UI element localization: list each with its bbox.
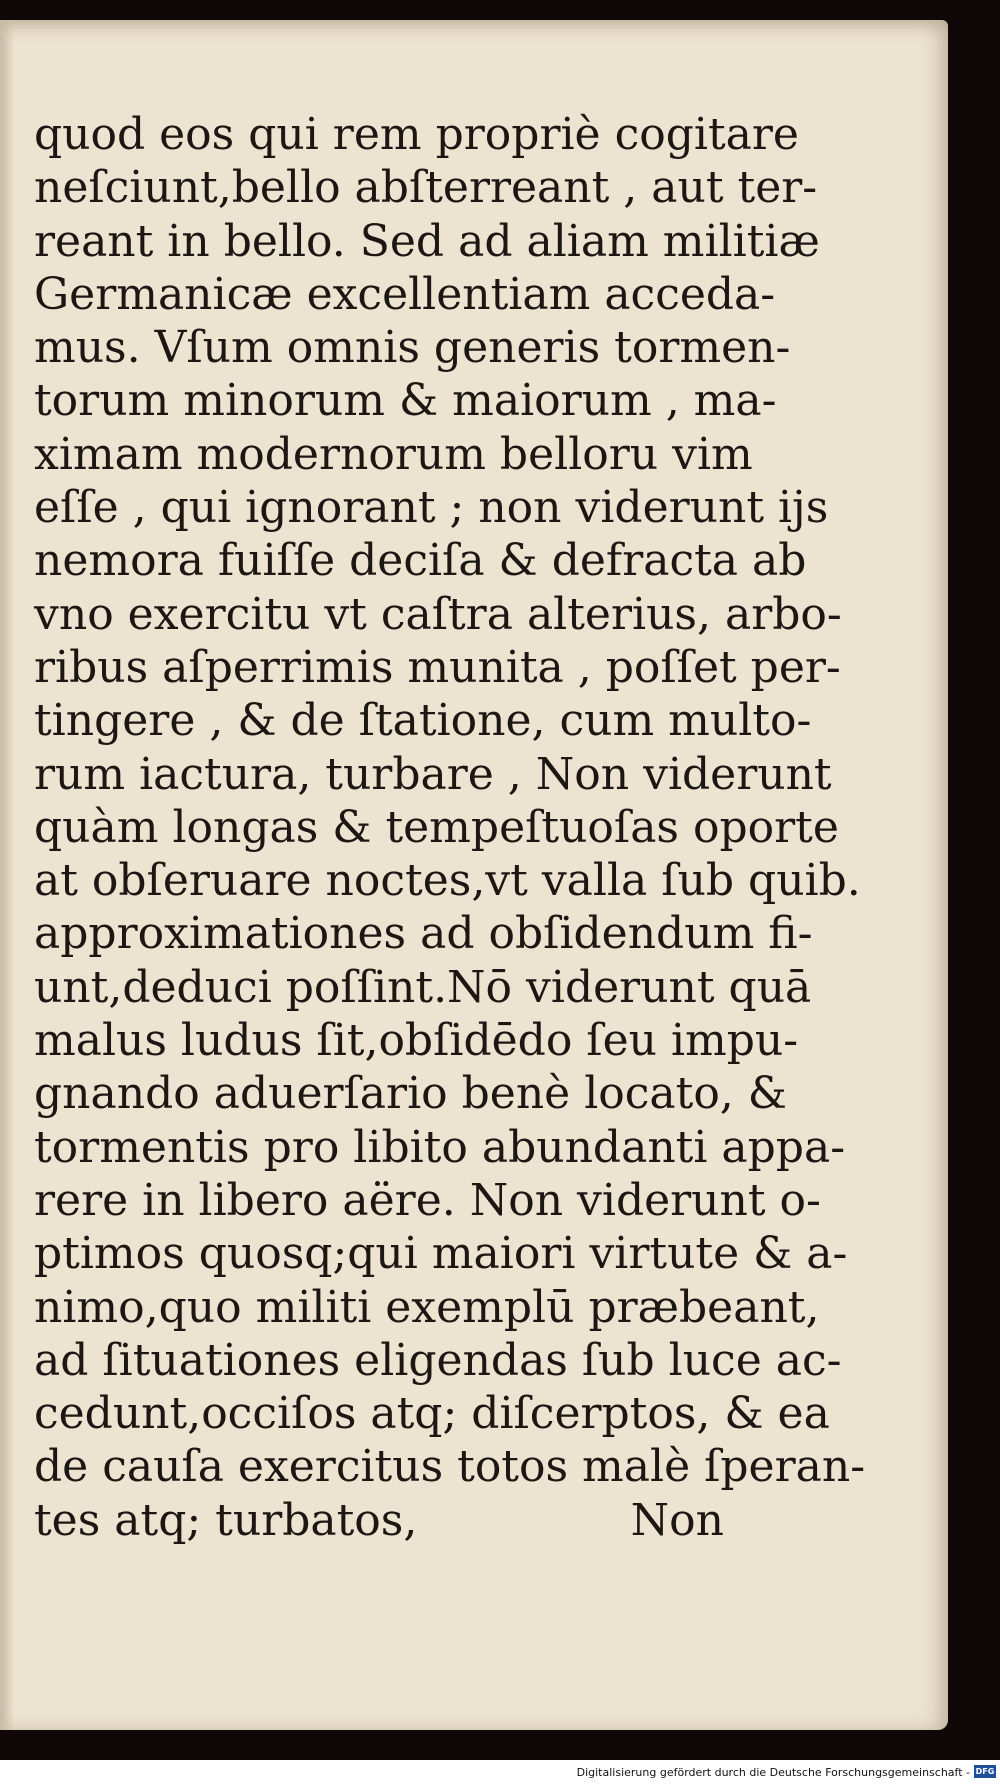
catchword: Non <box>630 1494 724 1546</box>
funding-credit: Digitalisierung gefördert durch die Deutsche Forschungsgemeinschaft - <box>576 1766 970 1779</box>
text-line: tes atq; turbatos, <box>34 1494 418 1546</box>
digitization-footer <box>0 1760 1000 1785</box>
text-line: ptimos quosq;qui maiori virtute & a- <box>34 1228 848 1280</box>
text-line: vno exercitu vt caſtra alterius, arbo- <box>34 588 842 640</box>
text-line: malus ludus ſit,obſidēdo ſeu impu- <box>34 1015 799 1067</box>
text-line: gnando aduerſario benè locato, & <box>34 1068 787 1120</box>
text-line: neſciunt,bello abſterreant , aut ter- <box>34 162 818 214</box>
text-line: reant in bello. Sed ad aliam militiæ <box>34 215 820 267</box>
text-line: de cauſa exercitus totos malè ſperan- <box>34 1441 866 1493</box>
text-line: ribus aſperrimis munita , poſſet per- <box>34 641 841 693</box>
page-text <box>34 108 866 1547</box>
text-line: nemora fuiſſe deciſa & defracta ab <box>34 535 807 587</box>
text-line: mus. Vſum omnis generis tormen- <box>34 322 791 374</box>
text-line: unt,deduci poſſint.Nō viderunt quā <box>34 961 812 1013</box>
text-line: rere in libero aëre. Non viderunt o- <box>34 1174 821 1226</box>
text-line: eſſe , qui ignorant ; non viderunt ijs <box>34 482 829 534</box>
text-line: quàm longas & tempeſtuoſas oporte <box>34 801 839 853</box>
text-line: Germanicæ excellentiam acceda- <box>34 268 776 320</box>
text-line: nimo,quo militi exemplū præbeant, <box>34 1281 820 1333</box>
text-line: ad ſituationes eligendas ſub luce ac- <box>34 1334 842 1386</box>
text-line: at obſeruare noctes,vt valla ſub quib. <box>34 855 861 907</box>
page-gutter-shadow <box>0 20 14 1730</box>
text-line: cedunt,occiſos atq; diſcerptos, & ea <box>34 1388 830 1440</box>
text-line: tormentis pro libito abundanti appa- <box>34 1121 846 1173</box>
book-page <box>0 20 948 1730</box>
text-line: ximam modernorum belloru vim <box>34 428 753 480</box>
text-line: torum minorum & maiorum , ma- <box>34 375 777 427</box>
text-line: tingere , & de ſtatione, cum multo- <box>34 695 812 747</box>
text-line: rum iactura, turbare , Non viderunt <box>34 748 832 800</box>
text-line: quod eos qui rem propriè cogitare <box>34 109 799 160</box>
last-line <box>34 1494 724 1547</box>
text-line: approximationes ad obſidendum fi- <box>34 908 813 960</box>
dfg-logo: DFG <box>975 1767 995 1776</box>
